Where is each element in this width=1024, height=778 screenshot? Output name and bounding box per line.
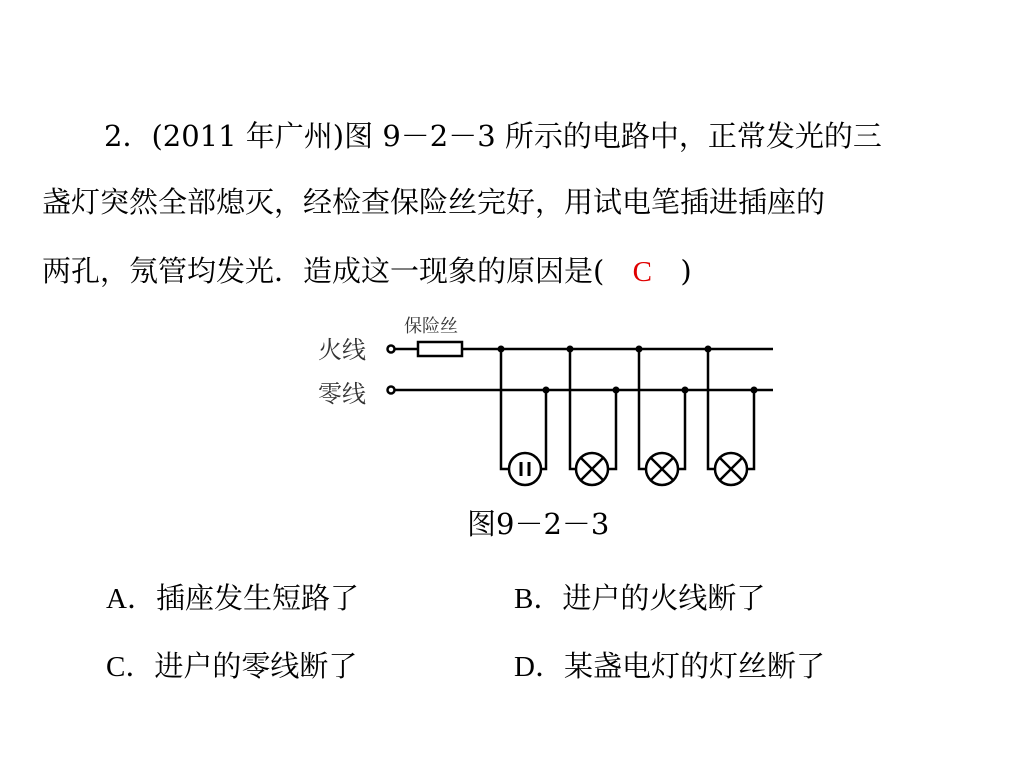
lamp-branch-3 [708,349,754,469]
lamp-icon-3 [715,453,747,485]
question-line-1: 2．(2011 年广州)图 9－2－3 所示的电路中，正常发光的三 [104,119,882,153]
option-c-text: ．进户的零线断了 [125,649,358,683]
live-terminal [388,346,395,353]
lamp-branch-2 [639,349,685,469]
fuse-label: 保险丝 [404,316,458,337]
option-c[interactable] [106,646,357,687]
lamp-icon-2 [646,453,678,485]
live-wire-label: 火线 [318,336,366,364]
answer-mark: C [632,256,652,288]
socket-icon [509,453,541,485]
neutral-wire-label: 零线 [318,380,366,408]
neutral-terminal [388,387,395,394]
circuit-diagram [318,310,778,500]
option-d[interactable] [514,646,825,687]
option-c-letter: C [106,651,126,683]
lamp-branch-1 [570,349,616,469]
question-line-3-close: ) [680,254,692,288]
socket-branch [501,349,546,469]
option-a-text: ．插座发生短路了 [126,581,359,615]
option-a[interactable] [106,578,359,619]
option-b-text: ．进户的火线断了 [533,581,766,615]
option-a-letter: A [106,583,127,615]
option-b[interactable] [514,578,765,619]
question-line-3 [42,251,692,292]
lamp-icon-1 [576,453,608,485]
question-line-2: 盏灯突然全部熄灭，经检查保险丝完好，用试电笔插进插座的 [42,185,826,219]
figure-caption: 图9－2－3 [467,507,610,541]
fuse-icon [418,342,462,356]
option-b-letter: B [514,583,534,615]
option-d-text: ．某盏电灯的灯丝断了 [534,649,825,683]
question-line-3-text: 两孔，氖管均发光．造成这一现象的原因是( [42,254,605,288]
option-d-letter: D [514,651,535,683]
